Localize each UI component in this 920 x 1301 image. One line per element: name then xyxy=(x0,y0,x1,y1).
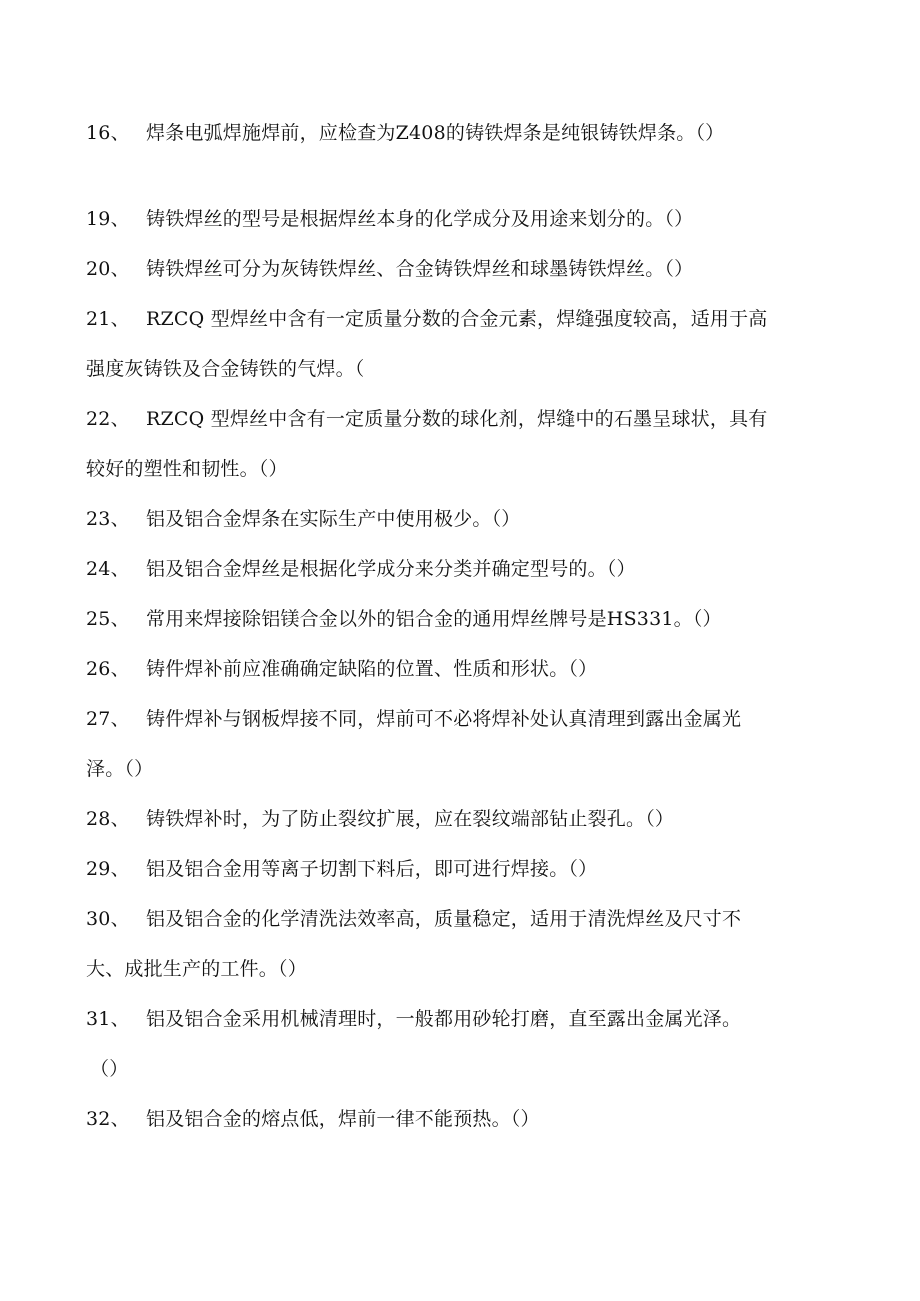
question-number: 26、 xyxy=(86,658,130,680)
question-23 xyxy=(86,504,521,534)
question-16 xyxy=(86,118,724,148)
question-30-continued xyxy=(86,954,307,984)
question-21 xyxy=(86,304,767,334)
question-number: 25、 xyxy=(86,608,130,630)
question-number: 20、 xyxy=(86,258,130,280)
question-text: RZCQ 型焊丝中含有一定质量分数的球化剂，焊缝中的石墨呈球状，具有 xyxy=(146,408,768,430)
question-text: 铸件焊补前应准确确定缺陷的位置、性质和形状。（） xyxy=(146,658,598,680)
question-30 xyxy=(86,904,741,934)
question-text: 铸铁焊丝的型号是根据焊丝本身的化学成分及用途来划分的。（） xyxy=(146,208,694,230)
question-31 xyxy=(86,1004,741,1034)
question-27 xyxy=(86,704,741,734)
question-text-continued: 较好的塑性和韧性。（） xyxy=(86,458,288,480)
question-number: 29、 xyxy=(86,858,130,880)
question-21-continued xyxy=(86,354,365,384)
question-text: 铝及铝合金用等离子切割下料后，即可进行焊接。（） xyxy=(146,858,598,880)
question-text: 铝及铝合金采用机械清理时，一般都用砂轮打磨，直至露出金属光泽。 xyxy=(146,1008,742,1030)
question-number: 22、 xyxy=(86,408,130,430)
question-text: 铸件焊补与钢板焊接不同，焊前可不必将焊补处认真清理到露出金属光 xyxy=(146,708,742,730)
question-number: 32、 xyxy=(86,1108,130,1130)
question-number: 28、 xyxy=(86,808,130,830)
question-26 xyxy=(86,654,597,684)
question-text: RZCQ 型焊丝中含有一定质量分数的合金元素，焊缝强度较高，适用于高 xyxy=(146,308,768,330)
question-text: 铝及铝合金的熔点低，焊前一律不能预热。（） xyxy=(146,1108,540,1130)
question-19 xyxy=(86,204,693,234)
question-27-continued xyxy=(86,754,153,784)
question-text-continued: （） xyxy=(90,1058,129,1080)
question-22 xyxy=(86,404,767,434)
question-number: 31、 xyxy=(86,1008,130,1030)
question-text: 铸铁焊丝可分为灰铸铁焊丝、合金铸铁焊丝和球墨铸铁焊丝。（） xyxy=(146,258,694,280)
question-number: 27、 xyxy=(86,708,130,730)
question-25 xyxy=(86,604,722,634)
question-text: 铝及铝合金焊条在实际生产中使用极少。（） xyxy=(146,508,521,530)
question-text-continued: 泽。（） xyxy=(86,758,154,780)
question-number: 16、 xyxy=(86,122,130,144)
question-text: 铝及铝合金的化学清洗法效率高，质量稳定，适用于清洗焊丝及尺寸不 xyxy=(146,908,742,930)
question-number: 30、 xyxy=(86,908,130,930)
question-32 xyxy=(86,1104,540,1134)
question-number: 19、 xyxy=(86,208,130,230)
question-text: 铸铁焊补时，为了防止裂纹扩展，应在裂纹端部钻止裂孔。（） xyxy=(146,808,675,830)
question-24 xyxy=(86,554,636,584)
question-text-continued: 强度灰铸铁及合金铸铁的气焊。（ xyxy=(86,358,365,380)
question-number: 23、 xyxy=(86,508,130,530)
question-number: 21、 xyxy=(86,308,130,330)
question-number: 24、 xyxy=(86,558,130,580)
question-text-continued: 大、成批生产的工件。（） xyxy=(86,958,307,980)
question-text: 常用来焊接除铝镁合金以外的铝合金的通用焊丝牌号是HS331。（） xyxy=(146,608,722,630)
question-text: 铝及铝合金焊丝是根据化学成分来分类并确定型号的。（） xyxy=(146,558,636,580)
question-29 xyxy=(86,854,597,884)
question-22-continued xyxy=(86,454,288,484)
question-text: 焊条电弧焊施焊前，应检查为Z408的铸铁焊条是纯银铸铁焊条。（） xyxy=(146,122,725,144)
question-28 xyxy=(86,804,674,834)
question-20 xyxy=(86,254,693,284)
question-31-continued xyxy=(90,1054,128,1084)
